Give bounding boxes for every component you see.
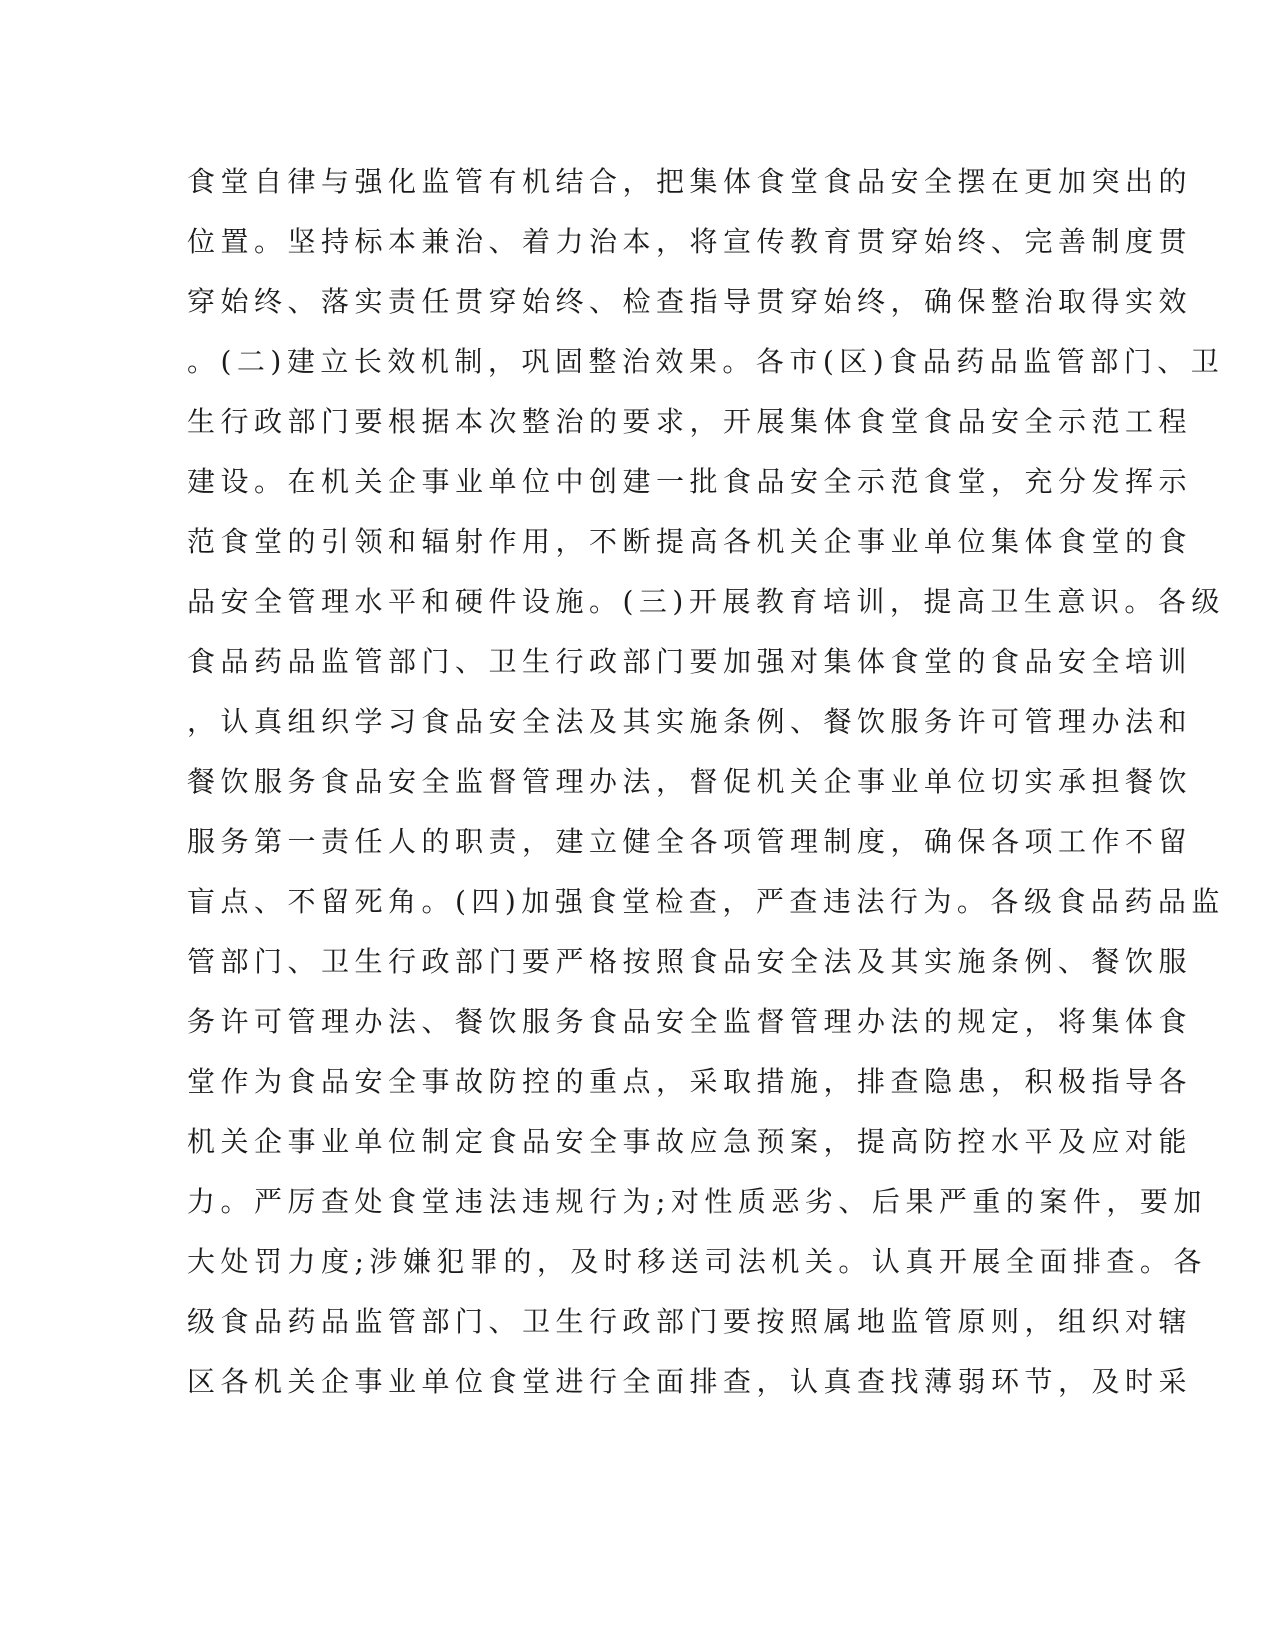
text-line: 大处罚力度;涉嫌犯罪的，及时移送司法机关。认真开展全面排查。各 (187, 1245, 1207, 1278)
text-line: 机关企事业单位制定食品安全事故应急预案，提高防控水平及应对能 (187, 1125, 1193, 1158)
text-line: 服务第一责任人的职责，建立健全各项管理制度，确保各项工作不留 (187, 825, 1193, 858)
text-line: 管部门、卫生行政部门要严格按照食品安全法及其实施条例、餐饮服 (187, 945, 1193, 978)
text-line: 生行政部门要根据本次整治的要求，开展集体食堂食品安全示范工程 (187, 405, 1193, 438)
text-line: 品安全管理水平和硬件设施。(三)开展教育培训，提高卫生意识。各级 (187, 585, 1225, 618)
text-line: 建设。在机关企事业单位中创建一批食品安全示范食堂，充分发挥示 (187, 465, 1193, 498)
text-line: 盲点、不留死角。(四)加强食堂检查，严查违法行为。各级食品药品监 (187, 885, 1225, 918)
body-text (187, 162, 1225, 1422)
text-line: ，认真组织学习食品安全法及其实施条例、餐饮服务许可管理办法和 (187, 705, 1193, 738)
text-line: 餐饮服务食品安全监督管理办法，督促机关企事业单位切实承担餐饮 (187, 765, 1193, 798)
text-line: 区各机关企事业单位食堂进行全面排查，认真查找薄弱环节，及时采 (187, 1365, 1193, 1398)
text-line: 食品药品监管部门、卫生行政部门要加强对集体食堂的食品安全培训 (187, 645, 1193, 678)
text-line: 食堂自律与强化监管有机结合，把集体食堂食品安全摆在更加突出的 (187, 165, 1193, 198)
text-line: 级食品药品监管部门、卫生行政部门要按照属地监管原则，组织对辖 (187, 1305, 1193, 1338)
text-line: 。(二)建立长效机制，巩固整治效果。各市(区)食品药品监管部门、卫 (187, 345, 1225, 378)
text-line: 堂作为食品安全事故防控的重点，采取措施，排查隐患，积极指导各 (187, 1065, 1193, 1098)
text-line: 位置。坚持标本兼治、着力治本，将宣传教育贯穿始终、完善制度贯 (187, 225, 1193, 258)
text-line: 力。严厉查处食堂违法违规行为;对性质恶劣、后果严重的案件，要加 (187, 1185, 1207, 1218)
text-line: 范食堂的引领和辐射作用，不断提高各机关企事业单位集体食堂的食 (187, 525, 1193, 558)
text-line: 穿始终、落实责任贯穿始终、检查指导贯穿始终，确保整治取得实效 (187, 285, 1193, 318)
text-line: 务许可管理办法、餐饮服务食品安全监督管理办法的规定，将集体食 (187, 1005, 1193, 1038)
